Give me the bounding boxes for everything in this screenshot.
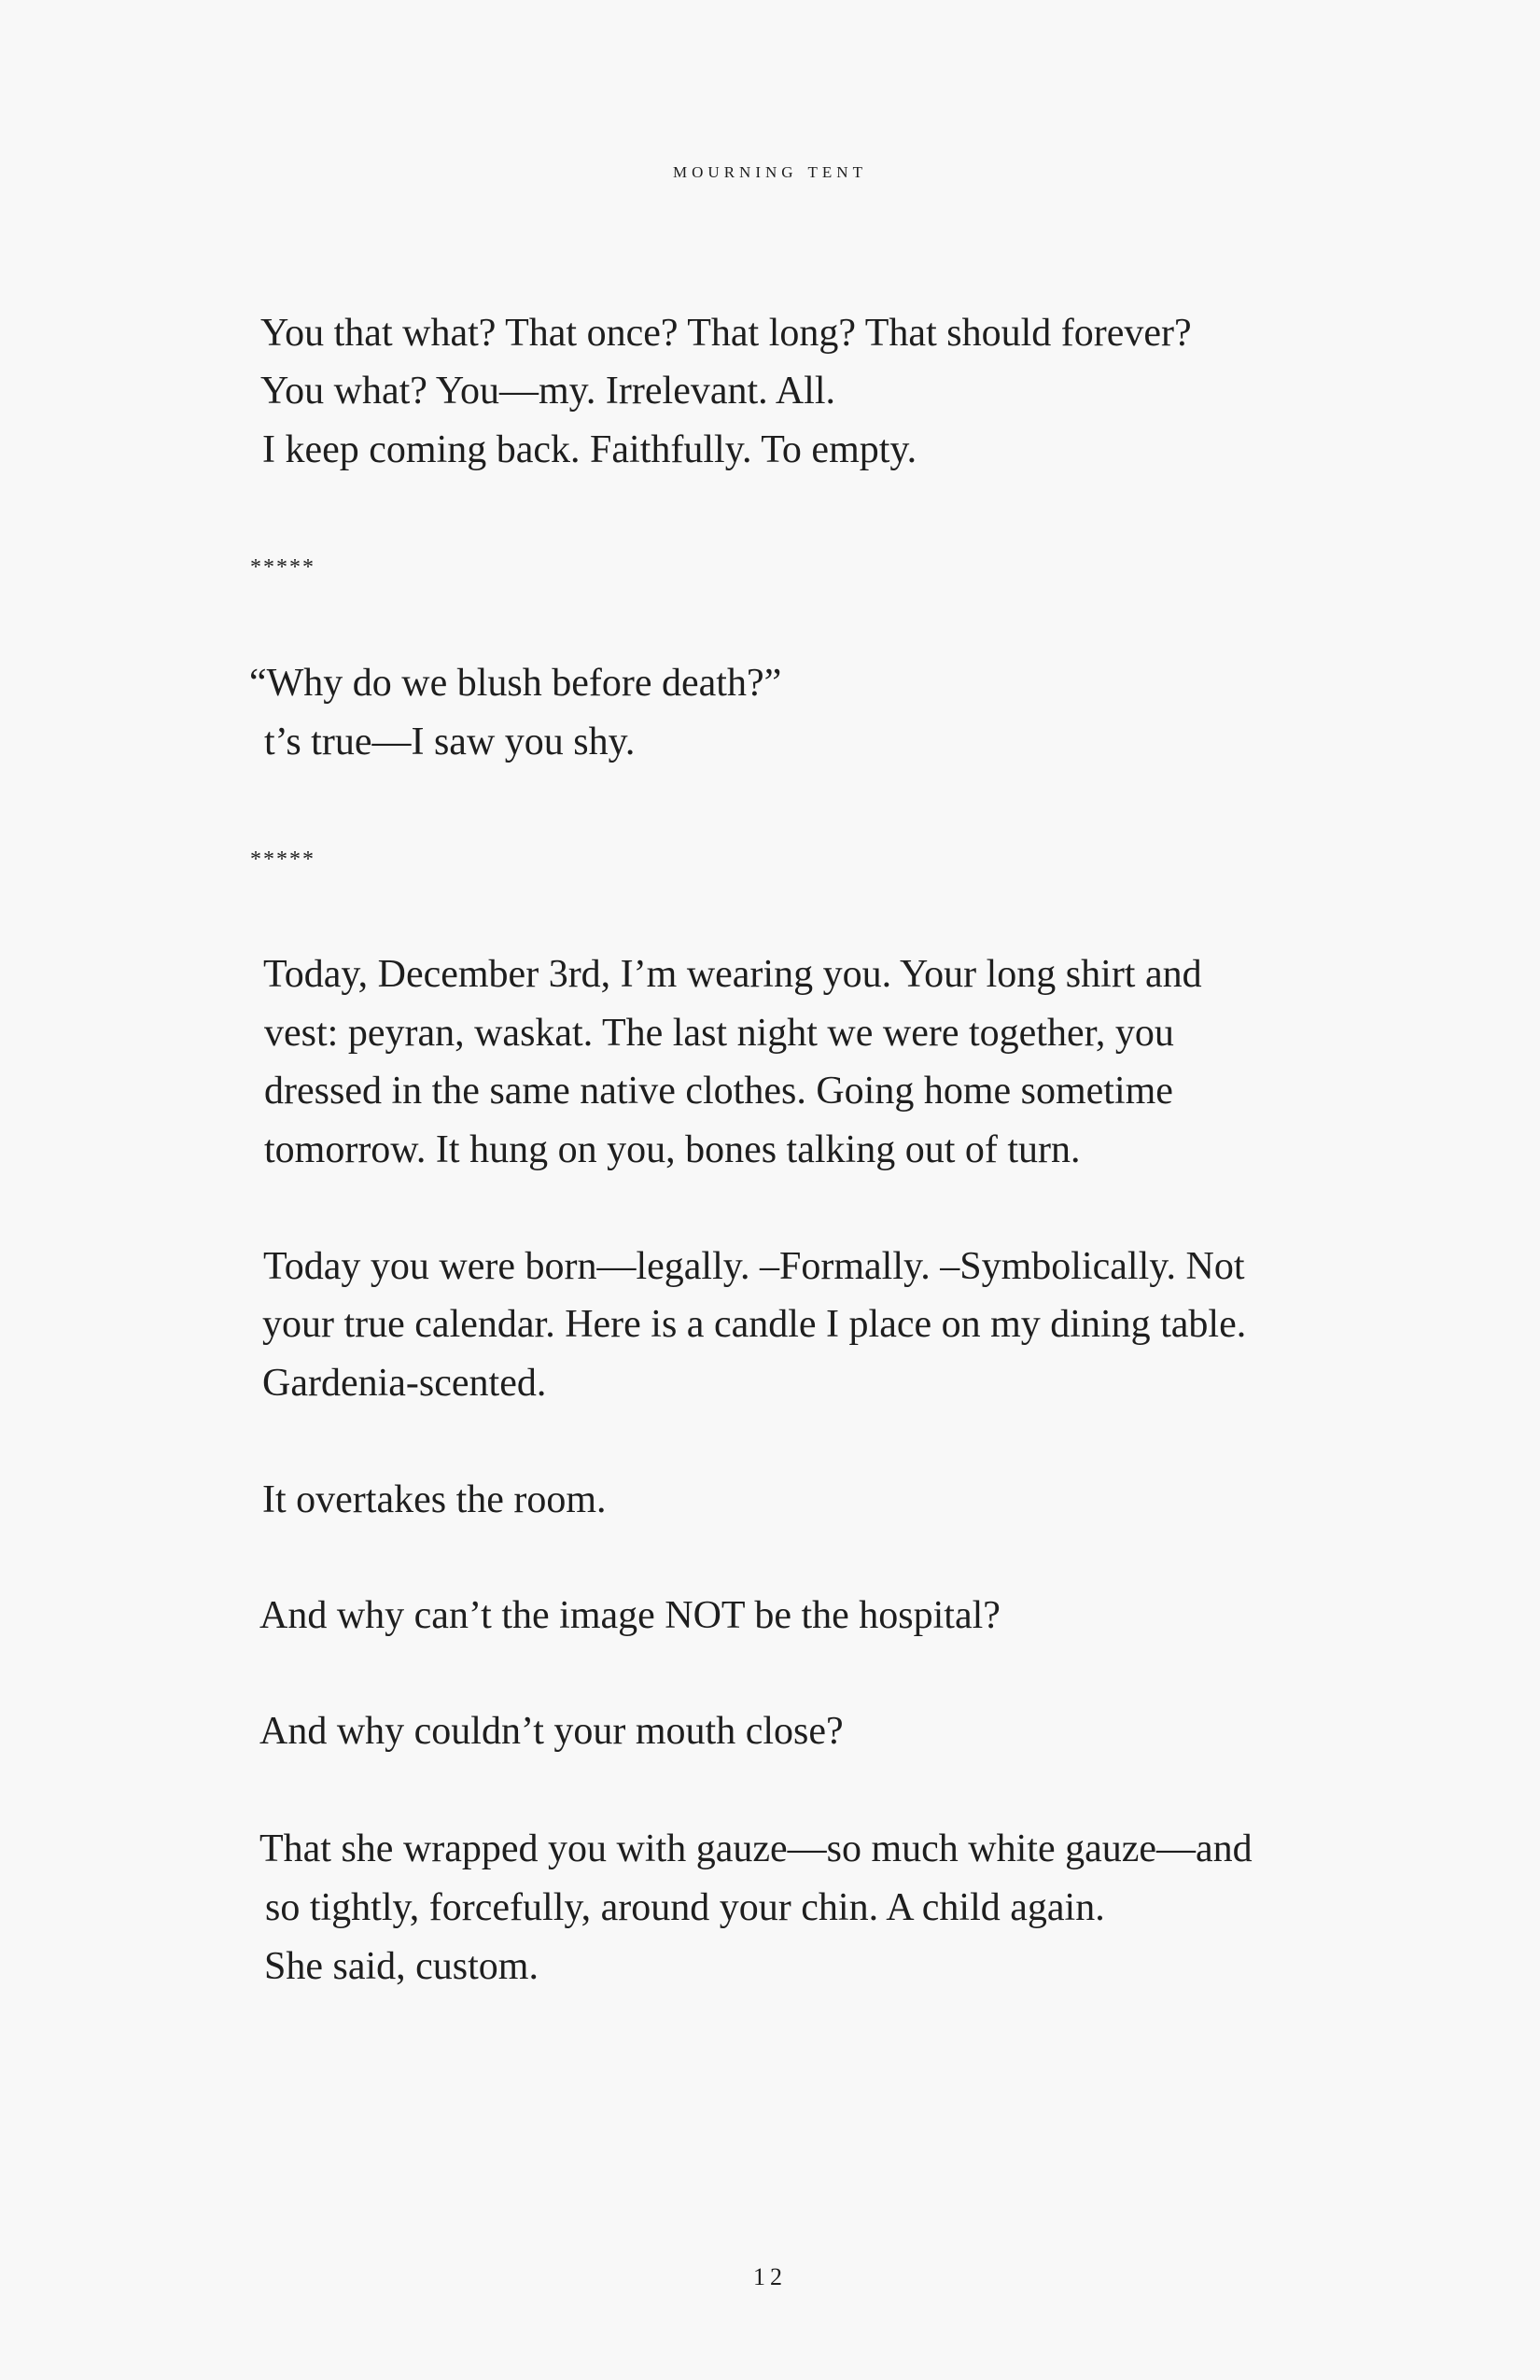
- text-line: And why couldn’t your mouth close?: [259, 1710, 844, 1753]
- text-line: Today you were born—legally. –Formally. –Symbolically. Not: [263, 1245, 1245, 1288]
- section-separator: *****: [250, 555, 315, 580]
- text-line: I keep coming back. Faithfully. To empty.: [262, 428, 917, 471]
- page-number: 12: [753, 2263, 787, 2290]
- text-line: And why can’t the image NOT be the hospital?: [259, 1594, 1001, 1637]
- text-line: She said, custom.: [264, 1945, 539, 1988]
- text-line: so tightly, forcefully, around your chin. A child again.: [265, 1886, 1105, 1929]
- text-line: “Why do we blush before death?”: [249, 662, 782, 705]
- text-line: Today, December 3rd, I’m wearing you. Your long shirt and: [263, 953, 1202, 996]
- text-line: Gardenia-scented.: [262, 1362, 547, 1405]
- text-line: your true calendar. Here is a candle I place on my dining table.: [262, 1303, 1247, 1346]
- running-head: mourning tent: [673, 159, 867, 183]
- text-line: vest: peyran, waskat. The last night we were together, you: [264, 1012, 1174, 1055]
- text-line: You that what? That once? That long? That should forever?: [260, 312, 1192, 355]
- text-line: dressed in the same native clothes. Going home sometime: [264, 1070, 1173, 1113]
- text-line: You what? You—my. Irrelevant. All.: [260, 370, 835, 413]
- text-line: t’s true—I saw you shy.: [264, 721, 636, 763]
- section-separator: *****: [250, 847, 315, 872]
- text-line: It overtakes the room.: [262, 1478, 607, 1521]
- text-line: That she wrapped you with gauze—so much white gauze—and: [259, 1827, 1253, 1870]
- text-line: tomorrow. It hung on you, bones talking out of turn.: [264, 1128, 1081, 1171]
